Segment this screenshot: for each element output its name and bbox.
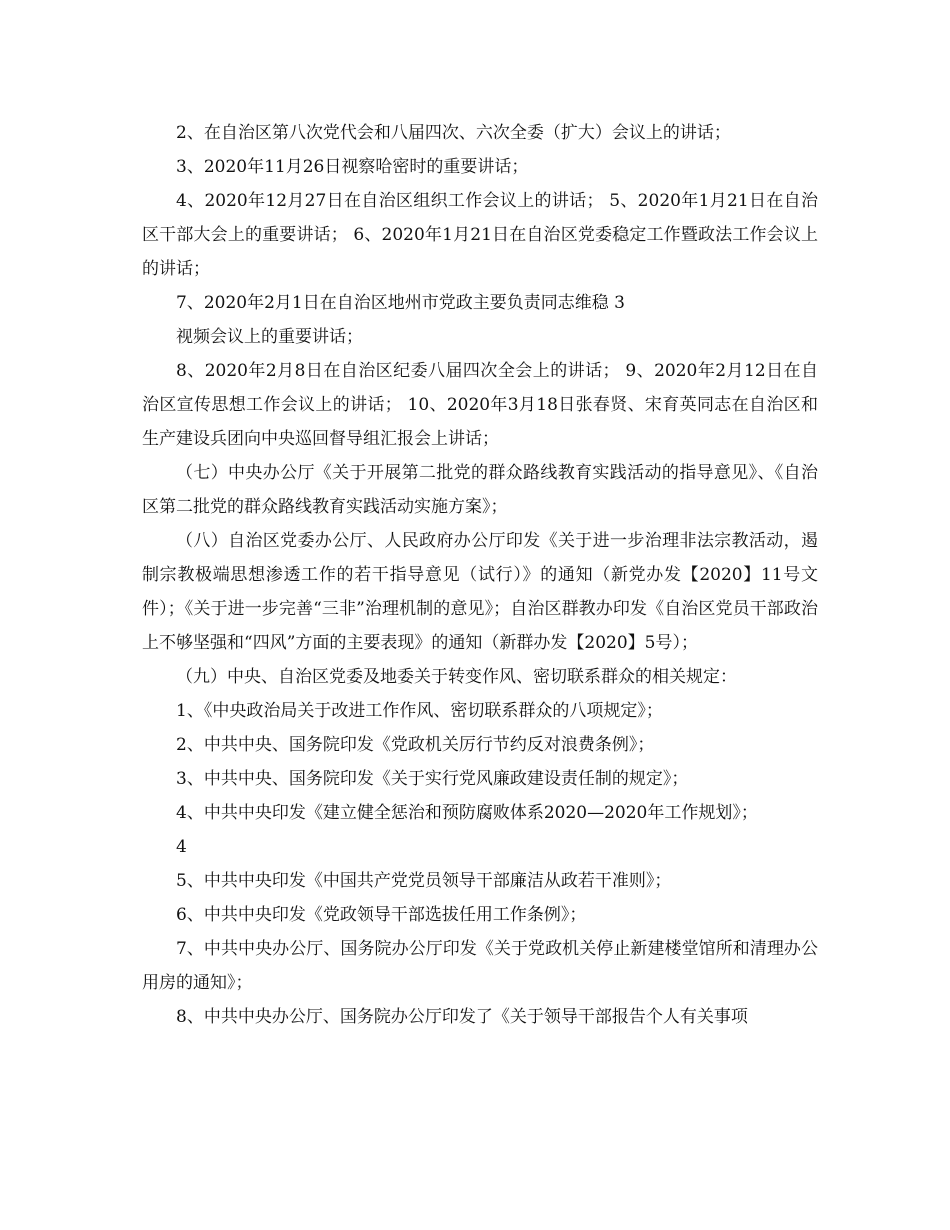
regulation-item-5: 5、中共中央印发《中国共产党党员领导干部廉洁从政若干准则》；	[176, 871, 672, 891]
section-7-paragraph: （七）中央办公厅《关于开展第二批党的群众路线教育实践活动的指导意见》、《自治区第二批党的群众路线教育实践活动实施方案》；	[142, 463, 818, 517]
section-9-heading: （九）中央、自治区党委及地委关于转变作风、密切联系群众的相关规定：	[176, 667, 737, 687]
regulation-item-2: 2、中共中央、国务院印发《党政机关厉行节约反对浪费条例》；	[176, 735, 655, 755]
regulation-item-1: 1、《中央政治局关于改进工作作风、密切联系群众的八项规定》；	[176, 701, 663, 721]
page-number-marker: 4	[176, 837, 187, 857]
list-item-speech-2: 2、在自治区第八次党代会和八届四次、六次全委（扩大）会议上的讲话；	[176, 123, 731, 143]
regulation-item-3: 3、中共中央、国务院印发《关于实行党风廉政建设责任制的规定》；	[176, 769, 689, 789]
list-item-speech-7-continued: 视频会议上的重要讲话；	[176, 327, 363, 347]
regulation-item-8: 8、中共中央办公厅、国务院办公厅印发了《关于领导干部报告个人有关事项	[176, 1007, 748, 1027]
regulation-item-6: 6、中共中央印发《党政领导干部选拔任用工作条例》；	[176, 905, 587, 925]
list-item-speech-8-10: 8、2020年2月8日在自治区纪委八届四次全会上的讲话； 9、2020年2月12日在自治区宣传思想工作会议上的讲话； 10、2020年3月18日张春贤、宋育英同志在自治区和生产建设兵团向中央巡回督导组汇报会上讲话；	[142, 361, 818, 449]
regulation-item-7: 7、中共中央办公厅、国务院办公厅印发《关于党政机关停止新建楼堂馆所和清理办公用房的通知》；	[142, 939, 818, 993]
section-8-paragraph: （八）自治区党委办公厅、人民政府办公厅印发《关于进一步治理非法宗教活动，遏制宗教极端思想渗透工作的若干指导意见（试行）》的通知（新党办发【2020】11号文件）；《关于进一步完善“三非”治理机制的意见》；自治区群教办印发《自治区党员干部政治上不够坚强和“四风”方面的主要表现》的通知（新群办发【2020】5号）；	[142, 531, 818, 653]
list-item-speech-4-6: 4、2020年12月27日在自治区组织工作会议上的讲话； 5、2020年1月21日在自治区干部大会上的重要讲话； 6、2020年1月21日在自治区党委稳定工作暨政法工作会议上的讲话；	[142, 191, 818, 279]
list-item-speech-7: 7、2020年2月1日在自治区地州市党政主要负责同志维稳 3	[176, 293, 625, 313]
regulation-item-4: 4、中共中央印发《建立健全惩治和预防腐败体系2020—2020年工作规划》；	[176, 803, 758, 823]
document-body	[142, 116, 818, 1034]
list-item-speech-3: 3、2020年11月26日视察哈密时的重要讲话；	[176, 157, 529, 177]
